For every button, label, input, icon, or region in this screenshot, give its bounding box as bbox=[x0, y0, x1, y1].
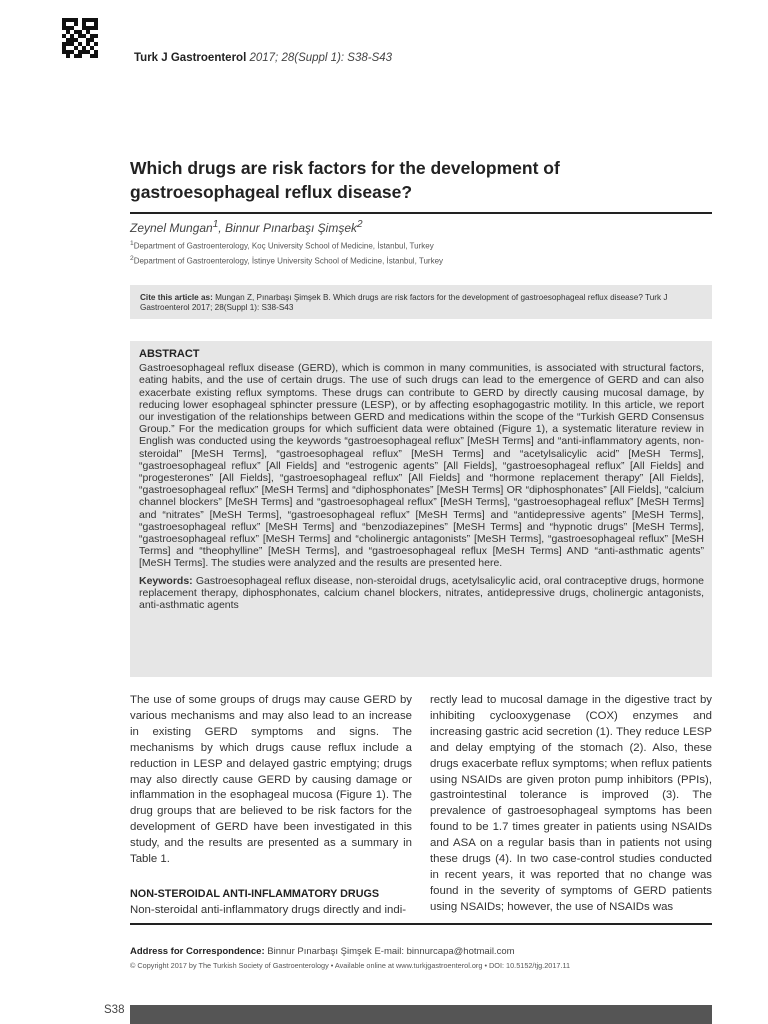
correspondence-text: Binnur Pınarbaşı Şimşek E-mail: binnurcapa@hotmail.com bbox=[267, 946, 515, 957]
affiliation-2 bbox=[130, 253, 443, 268]
keywords-label: Keywords: bbox=[139, 574, 193, 587]
affiliation-1-sup: 1 bbox=[130, 240, 134, 247]
copyright-line: © Copyright 2017 by The Turkish Society of Gastroenterology • Available online at www.turkjgastroenterol.org • DOI: 10.5152/tjg.2017.11 bbox=[130, 961, 571, 970]
journal-name: Turk J Gastroenterol bbox=[134, 52, 247, 64]
footer-divider bbox=[130, 923, 712, 925]
nsaids-paragraph-start: Non-steroidal anti-inflammatory drugs directly and indi- bbox=[130, 903, 407, 916]
author-list bbox=[130, 219, 363, 235]
journal-reference bbox=[134, 52, 392, 64]
journal-citation: 2017; 28(Suppl 1): S38-S43 bbox=[249, 52, 393, 64]
affiliation-1 bbox=[130, 238, 443, 253]
article-title bbox=[130, 156, 710, 204]
affiliation-1-text: Department of Gastroenterology, Koç University School of Medicine, İstanbul, Turkey bbox=[133, 241, 434, 251]
keywords bbox=[139, 575, 704, 612]
citation-text: Mungan Z, Pınarbaşı Şimşek B. Which drugs are risk factors for the development of gastroesophageal reflux disease? Turk J Gastroenterol 2017; 28(Suppl 1): S38-S43 bbox=[140, 293, 668, 312]
affiliation-2-sup: 2 bbox=[130, 254, 134, 262]
affiliation-2-text: Department of Gastroenterology, İstinye University School of Medicine, İstanbul, Turkey bbox=[133, 256, 444, 266]
abstract-box bbox=[130, 341, 712, 677]
abstract-heading: ABSTRACT bbox=[139, 348, 200, 360]
nsaids-paragraph-continued: rectly lead to mucosal damage in the digestive tract by inhibiting cyclooxygenase (COX) enzymes and increasing gastric acid secretion (1). They reduce LESP and delay emptying of the stomach (2). Also, these drugs exacerbate reflux symptoms; when reflux patients using NSAIDs are given proton pump inhibitors (PPIs), gastrointestinal tolerance is improved (3). The prevalence of gastroesophageal symptoms has been found to be 1.7 times greater in patients using NSAIDs and ASA on a regular basis than in patients not using these drugs (4). In two case-control studies conducted in recent years, it was reported that no change was found in the severity of symptoms of GERD patients using NSAIDs; however, the use of NSAIDs was bbox=[430, 694, 712, 913]
affiliations bbox=[130, 238, 443, 267]
citation-box bbox=[130, 285, 712, 319]
qr-code-icon bbox=[62, 18, 98, 58]
section-heading-nsaids: NON-STEROIDAL ANTI-INFLAMMATORY DRUGS bbox=[130, 887, 380, 900]
intro-paragraph: The use of some groups of drugs may cause GERD by various mechanisms and may also lead to an increase in existing GERD symptoms and signs. The mechanisms by which drugs cause reflux include a reduction in LESP and delayed gastric emptying; drugs may also directly cause GERD by causing damage or inflammation in the esophageal mucosa (Figure 1). The drug groups that are believed to be risk factors for the development of GERD have been investigated in this study, and the results are presented as a summary in Table 1. bbox=[130, 694, 412, 866]
title-line-1: Which drugs are risk factors for the development of bbox=[130, 158, 560, 178]
body-column-left bbox=[130, 693, 412, 919]
author-2: , Binnur Pınarbaşı Şimşek bbox=[218, 221, 358, 235]
abstract-body: Gastroesophageal reflux disease (GERD), which is common in many communities, is associated with structural factors, eating habits, and the use of certain drugs. The use of such drugs can lead to the emergence of GERD and can also exacerbate existing reflux symptoms. These drugs can contribute to GERD by directly causing mucosal damage, by reducing lower esophageal sphincter pressure (LESP), or by affecting esophagogastric motility. In this article, we report our investigation of the relationships between GERD and medications within the scope of the “Turkish GERD Consensus Group.” For the medication groups for which sufficient data were obtained (Figure 1), a systematic literature review in English was conducted using the keywords “gastroesophageal reflux” [MeSH Terms] and “anti-inflammatory agents, non-steroidal” [MeSH Terms], “gastroesophageal reflux” [MeSH Terms] and “acetylsalicylic acid” [MeSH Terms], “gastroesophageal reflux” [All Fields] and “estrogenic agents” [All Fields], “gastroesophageal reflux” [All Fields] and “progesterones” [All Fields], “gastroesophageal reflux” [All Fields] and “hormone replacement therapy” [All Fields], “gastroesophageal reflux” [MeSH Terms] and “diphosphonates” [MeSH Terms] OR “diphosphonates” [All Fields], “calcium channel blockers” [MeSH Terms] and “gastroesophageal reflux” [MeSH Terms], “gastroesophageal reflux” [MeSH Terms] and “nitrates” [MeSH Terms], “gastroesophageal reflux” [MeSH Terms] and “antidepressive agents” [MeSH Terms], “gastroesophageal reflux” [MeSH Terms] and “benzodiazepines” [MeSH Terms] and “hypnotic drugs” [MeSH Terms], “gastroesophageal reflux” [MeSH Terms] and “cholinergic antagonists” [MeSH Terms], “gastroesophageal reflux” [MeSH Terms] and “theophylline” [MeSH Terms], and “gastroesophageal reflux [MeSH Terms] AND “anti-asthmatic agents” [MeSH Terms]. The studies were analyzed and the results are presented here. bbox=[139, 362, 704, 570]
title-divider bbox=[130, 212, 712, 214]
author-1-affil: 1 bbox=[212, 219, 219, 230]
title-line-2: gastroesophageal reflux disease? bbox=[130, 182, 413, 202]
author-2-affil: 2 bbox=[357, 219, 363, 230]
correspondence-label: Address for Correspondence: bbox=[130, 946, 265, 957]
keywords-text: Gastroesophageal reflux disease, non-steroidal drugs, acetylsalicylic acid, oral contraceptive drugs, hormone replacement therapy, diphosphonates, calcium chanel blockers, nitrates, antidepressive drugs, cholinergic antagonists, anti-asthmatic agents bbox=[139, 574, 705, 612]
correspondence bbox=[130, 946, 515, 957]
author-1: Zeynel Mungan bbox=[130, 221, 213, 235]
citation-label: Cite this article as: bbox=[140, 293, 213, 302]
body-column-right bbox=[430, 693, 712, 916]
page-number: S38 bbox=[104, 1004, 125, 1016]
footer-bar bbox=[130, 1005, 712, 1024]
